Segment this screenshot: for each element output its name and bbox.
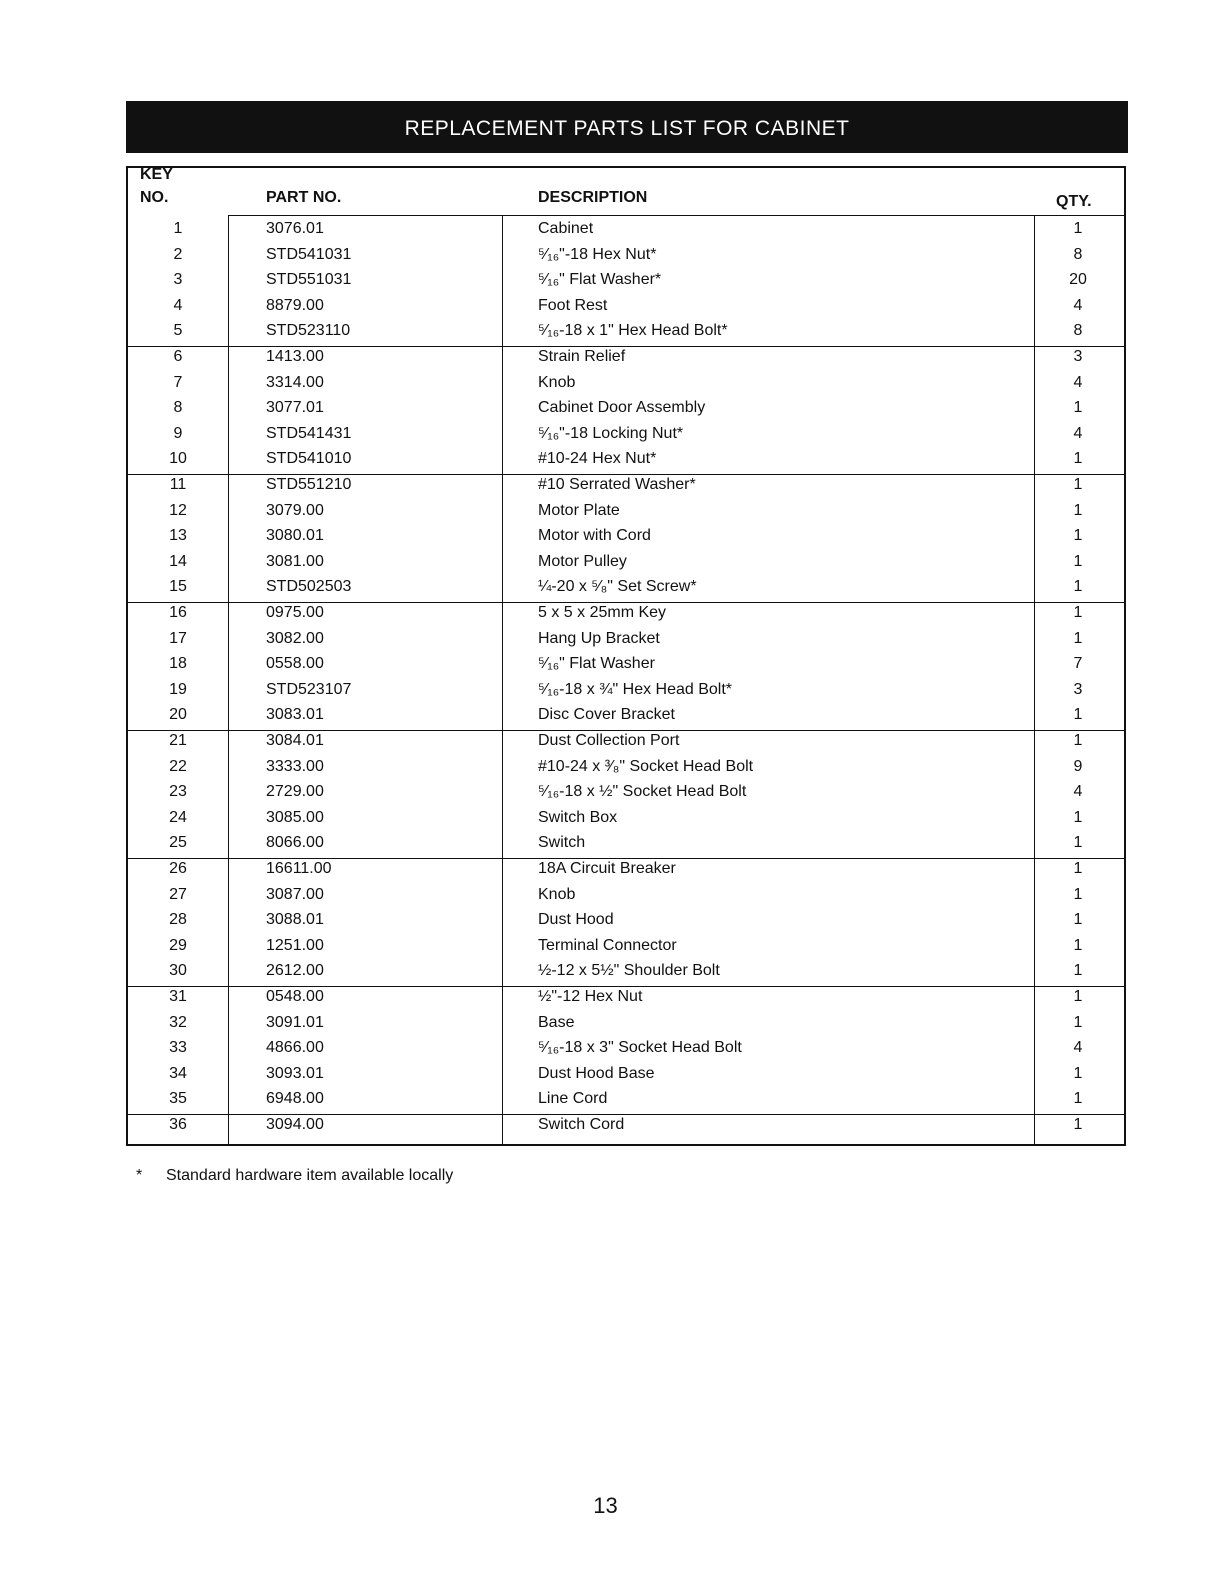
qty-cell: 3 [1073, 348, 1083, 365]
part-number-cell: 3087.00 [266, 885, 324, 903]
part-number-cell: 1413.00 [266, 348, 324, 365]
key-cell: 10 [169, 450, 187, 468]
key-cell: 16 [169, 604, 187, 621]
header-key: KEY [140, 166, 173, 183]
table-row [128, 246, 1124, 272]
table-row [128, 399, 1124, 425]
table-row [128, 860, 1124, 886]
key-cell: 35 [169, 1090, 187, 1108]
key-cell: 27 [169, 885, 187, 903]
key-cell: 1 [173, 220, 183, 237]
description-cell: Cabinet Door Assembly [538, 399, 706, 417]
qty-cell: 3 [1073, 680, 1083, 698]
qty-cell: 1 [1073, 399, 1083, 417]
key-cell: 22 [169, 757, 187, 775]
qty-cell: 1 [1073, 1090, 1083, 1108]
part-number-cell: 2612.00 [266, 962, 324, 980]
key-cell: 20 [169, 706, 187, 724]
qty-cell: 1 [1073, 501, 1083, 519]
description-cell: #10-24 x ³⁄₈" Socket Head Bolt [538, 757, 754, 775]
qty-cell: 8 [1073, 245, 1083, 263]
part-number-cell: 2729.00 [266, 783, 324, 801]
footnote-marker: * [136, 1167, 143, 1184]
group-divider [128, 730, 1124, 731]
part-number-cell: 6948.00 [266, 1090, 324, 1108]
description-cell: Switch Box [538, 808, 618, 826]
key-cell: 12 [169, 501, 187, 519]
qty-cell: 1 [1073, 936, 1083, 954]
part-number-cell: 3085.00 [266, 808, 324, 826]
description-cell: ⁵⁄₁₆"-18 Locking Nut* [538, 424, 684, 442]
description-cell: Knob [538, 885, 576, 903]
part-number-cell: 8879.00 [266, 296, 324, 314]
part-number-cell: 4866.00 [266, 1039, 324, 1057]
key-cell: 25 [169, 834, 187, 852]
qty-cell: 1 [1073, 732, 1083, 749]
part-number-cell: 8066.00 [266, 834, 324, 852]
key-cell: 19 [169, 680, 187, 698]
qty-cell: 1 [1073, 808, 1083, 826]
description-cell: Foot Rest [538, 296, 608, 314]
group-divider [128, 858, 1124, 859]
qty-cell: 1 [1073, 860, 1083, 877]
description-cell: 5 x 5 x 25mm Key [538, 604, 667, 621]
footnote-text: Standard hardware item available locally [166, 1167, 454, 1184]
qty-cell: 1 [1073, 527, 1083, 545]
qty-cell: 1 [1073, 988, 1083, 1005]
part-number-cell: STD551210 [266, 476, 352, 493]
qty-cell: 1 [1073, 552, 1083, 570]
table-row [128, 758, 1124, 784]
key-cell: 29 [169, 936, 187, 954]
key-cell: 30 [169, 962, 187, 980]
table-row [128, 706, 1124, 732]
description-cell: ½"-12 Hex Nut [538, 988, 643, 1005]
group-divider [128, 474, 1124, 475]
description-cell: Terminal Connector [538, 936, 677, 954]
description-cell: Line Cord [538, 1090, 608, 1108]
description-cell: ⁵⁄₁₆"-18 Hex Nut* [538, 245, 657, 263]
table-row [128, 809, 1124, 835]
description-cell: Disc Cover Bracket [538, 706, 675, 724]
key-cell: 11 [169, 476, 187, 493]
description-cell: Switch Cord [538, 1116, 625, 1133]
table-row [128, 271, 1124, 297]
key-cell: 24 [169, 808, 187, 826]
part-number-cell: STD541031 [266, 245, 352, 263]
description-cell: Knob [538, 373, 576, 391]
key-cell: 15 [169, 578, 187, 596]
part-number-cell: 3088.01 [266, 911, 324, 929]
description-cell: #10 Serrated Washer* [538, 476, 696, 493]
qty-cell: 1 [1073, 911, 1083, 929]
table-row [128, 1116, 1124, 1142]
table-row [128, 450, 1124, 476]
table-row [128, 297, 1124, 323]
table-row [128, 348, 1124, 374]
qty-cell: 1 [1073, 629, 1083, 647]
part-number-cell: 3077.01 [266, 399, 324, 417]
table-row [128, 578, 1124, 604]
key-cell: 6 [173, 348, 183, 365]
description-cell: ⁵⁄₁₆-18 x ¾" Hex Head Bolt* [538, 680, 733, 698]
part-number-cell: 3314.00 [266, 373, 324, 391]
group-divider [128, 346, 1124, 347]
part-number-cell: 3082.00 [266, 629, 324, 647]
part-number-cell: 3079.00 [266, 501, 324, 519]
description-cell: Base [538, 1013, 575, 1031]
description-cell: 18A Circuit Breaker [538, 860, 676, 877]
table-row [128, 1090, 1124, 1116]
qty-cell: 1 [1073, 1116, 1083, 1133]
part-number-cell: 3333.00 [266, 757, 324, 775]
table-row [128, 655, 1124, 681]
table-row [128, 322, 1124, 348]
qty-cell: 1 [1073, 885, 1083, 903]
part-number-cell: STD541431 [266, 424, 352, 442]
table-row [128, 783, 1124, 809]
table-row [128, 604, 1124, 630]
part-number-cell: 16611.00 [266, 860, 332, 877]
description-cell: Dust Hood Base [538, 1064, 655, 1082]
part-number-cell: 3084.01 [266, 732, 324, 749]
part-number-cell: 3080.01 [266, 527, 324, 545]
table-row [128, 886, 1124, 912]
description-cell: Motor Pulley [538, 552, 627, 570]
page-title: REPLACEMENT PARTS LIST FOR CABINET [126, 101, 1128, 153]
description-cell: ⁵⁄₁₆" Flat Washer* [538, 271, 662, 289]
table-row [128, 630, 1124, 656]
key-cell: 14 [169, 552, 187, 570]
key-cell: 18 [169, 655, 187, 673]
key-cell: 13 [169, 527, 187, 545]
header-no: NO. [140, 189, 169, 206]
part-number-cell: 3083.01 [266, 706, 324, 724]
qty-cell: 1 [1073, 706, 1083, 724]
key-cell: 9 [173, 424, 183, 442]
part-number-cell: 3093.01 [266, 1064, 324, 1082]
qty-cell: 9 [1073, 757, 1083, 775]
table-row [128, 476, 1124, 502]
part-number-cell: STD551031 [266, 271, 352, 289]
qty-cell: 4 [1073, 296, 1083, 314]
key-cell: 34 [169, 1064, 187, 1082]
key-cell: 33 [169, 1039, 187, 1057]
group-divider [128, 1114, 1124, 1115]
qty-cell: 1 [1073, 1013, 1083, 1031]
key-cell: 32 [169, 1013, 187, 1031]
part-number-cell: 0548.00 [266, 988, 324, 1005]
header-description: DESCRIPTION [538, 189, 648, 206]
key-cell: 36 [169, 1116, 187, 1133]
qty-cell: 4 [1073, 783, 1083, 801]
qty-cell: 8 [1073, 322, 1083, 340]
key-cell: 2 [173, 245, 183, 263]
key-cell: 3 [173, 271, 183, 289]
key-cell: 17 [169, 629, 187, 647]
qty-cell: 7 [1073, 655, 1083, 673]
table-row [128, 834, 1124, 860]
key-cell: 28 [169, 911, 187, 929]
qty-cell: 1 [1073, 578, 1083, 596]
part-number-cell: 0558.00 [266, 655, 324, 673]
header-rule-part [228, 215, 502, 216]
table-row [128, 937, 1124, 963]
description-cell: ⁵⁄₁₆-18 x ½" Socket Head Bolt [538, 783, 747, 801]
table-row [128, 374, 1124, 400]
key-cell: 8 [173, 399, 183, 417]
page-number: 13 [593, 1493, 618, 1518]
group-divider [128, 986, 1124, 987]
table-row [128, 911, 1124, 937]
part-number-cell: STD523110 [266, 322, 351, 340]
part-number-cell: STD502503 [266, 578, 352, 596]
table-row [128, 962, 1124, 988]
qty-cell: 1 [1073, 834, 1083, 852]
description-cell: ⁵⁄₁₆-18 x 3" Socket Head Bolt [538, 1039, 742, 1057]
table-row [128, 681, 1124, 707]
description-cell: ⁵⁄₁₆-18 x 1" Hex Head Bolt* [538, 322, 728, 340]
description-cell: Cabinet [538, 220, 594, 237]
table-row [128, 553, 1124, 579]
qty-cell: 1 [1073, 220, 1083, 237]
qty-cell: 4 [1073, 1039, 1083, 1057]
table-row [128, 1065, 1124, 1091]
part-number-cell: 3091.01 [266, 1013, 324, 1031]
description-cell: ¼-20 x ⁵⁄₈" Set Screw* [538, 578, 697, 596]
description-cell: ½-12 x 5½" Shoulder Bolt [538, 962, 720, 980]
header-qty: QTY. [1056, 193, 1092, 210]
description-cell: Strain Relief [538, 348, 626, 365]
table-row [128, 988, 1124, 1014]
key-cell: 4 [173, 296, 183, 314]
qty-cell: 1 [1073, 476, 1083, 493]
description-cell: Motor Plate [538, 501, 620, 519]
part-number-cell: STD541010 [266, 450, 352, 468]
table-row [128, 425, 1124, 451]
qty-cell: 1 [1073, 962, 1083, 980]
part-number-cell: STD523107 [266, 680, 352, 698]
header-rule-desc [502, 215, 1124, 216]
part-number-cell: 1251.00 [266, 936, 324, 954]
part-number-cell: 3076.01 [266, 220, 324, 237]
table-row [128, 1014, 1124, 1040]
description-cell: Dust Collection Port [538, 732, 680, 749]
table-row [128, 732, 1124, 758]
description-cell: Switch [538, 834, 586, 852]
table-row [128, 1039, 1124, 1065]
key-cell: 5 [173, 322, 183, 340]
part-number-cell: 3081.00 [266, 552, 324, 570]
part-number-cell: 3094.00 [266, 1116, 324, 1133]
description-cell: Hang Up Bracket [538, 629, 660, 647]
footnote [136, 1167, 453, 1185]
key-cell: 7 [173, 373, 183, 391]
description-cell: #10-24 Hex Nut* [538, 450, 657, 468]
qty-cell: 4 [1073, 373, 1083, 391]
qty-cell: 1 [1073, 450, 1083, 468]
group-divider [128, 602, 1124, 603]
description-cell: ⁵⁄₁₆" Flat Washer [538, 655, 655, 673]
part-number-cell: 0975.00 [266, 604, 324, 621]
key-cell: 26 [169, 860, 187, 877]
key-cell: 21 [169, 732, 187, 749]
key-cell: 23 [169, 783, 187, 801]
qty-cell: 4 [1073, 424, 1083, 442]
description-cell: Motor with Cord [538, 527, 651, 545]
qty-cell: 1 [1073, 604, 1083, 621]
qty-cell: 20 [1069, 271, 1087, 289]
table-row [128, 502, 1124, 528]
description-cell: Dust Hood [538, 911, 614, 929]
table-row [128, 527, 1124, 553]
parts-table [126, 166, 1126, 1146]
table-row [128, 220, 1124, 246]
qty-cell: 1 [1073, 1064, 1083, 1082]
header-part-no: PART NO. [266, 189, 342, 206]
key-cell: 31 [169, 988, 187, 1005]
